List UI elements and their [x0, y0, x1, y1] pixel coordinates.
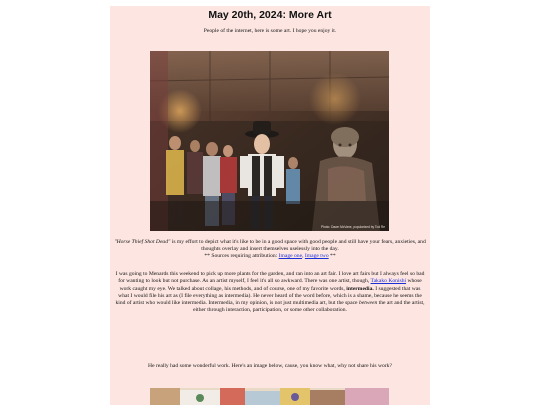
- artwork-title: "Horse Thief Shot Dead": [114, 239, 171, 245]
- image-credit: Photo: Dawn McVane, popularized by Tod Re: [320, 225, 385, 229]
- p1-text-c: I suggested that was what I would file his art as (I file everything as intermedia). He never heard of the word before, which is a shame, because he seems the kind of artist who would like intermedia. Intermedia, in my opinion, is not just multimedia art, but the space: [115, 285, 422, 307]
- p1-text-a: I was going to Menards this weekend to pick up more plants for the garden, and ran into an art fair. I love art fairs but I always feel so bad for wanting to look but not purchase. As an artist myself, I feel it's all so awkward. There was one artist, though,: [115, 271, 425, 285]
- collage-image: [150, 51, 389, 231]
- blog-post: [110, 6, 430, 405]
- source-link-one[interactable]: Image one: [278, 253, 303, 260]
- body-paragraph-1: [114, 271, 426, 315]
- source-link-two[interactable]: Image two: [304, 253, 329, 260]
- sources-suffix: **: [328, 253, 336, 260]
- p1-text-d: the art and the artist, either through interaction, participation, or some other collaboration.: [193, 300, 425, 314]
- artist-link[interactable]: Takako Konishi: [370, 278, 407, 285]
- intermedia-term: intermedia.: [346, 285, 374, 292]
- collage-artwork: [150, 51, 389, 231]
- intro-text: People of the internet, here is some art. I hope you enjoy it.: [203, 28, 337, 34]
- p1-text-b: whose work caught my eye. We talked about collage, his methods, and of course, one of my favorite words,: [119, 278, 422, 292]
- sources-separator: ,: [302, 253, 305, 260]
- page-title: May 20th, 2024: More Art: [208, 9, 332, 21]
- sources-prefix: ** Sources requiring attribution:: [204, 253, 279, 260]
- caption-text: is my effort to depict what it's like to be in a good space with good people and still have your fears, anxieties, and thoughts overlay and insert themselves uselessly into the day.: [170, 239, 426, 253]
- between-term: between: [358, 300, 378, 307]
- body-paragraph-2: He really had some wonderful work. Here's an image below, cause, you know what, why not share his work?: [148, 363, 392, 369]
- second-artwork-image: [150, 388, 389, 405]
- image-caption: [114, 239, 426, 260]
- second-artwork-visual: [150, 388, 389, 405]
